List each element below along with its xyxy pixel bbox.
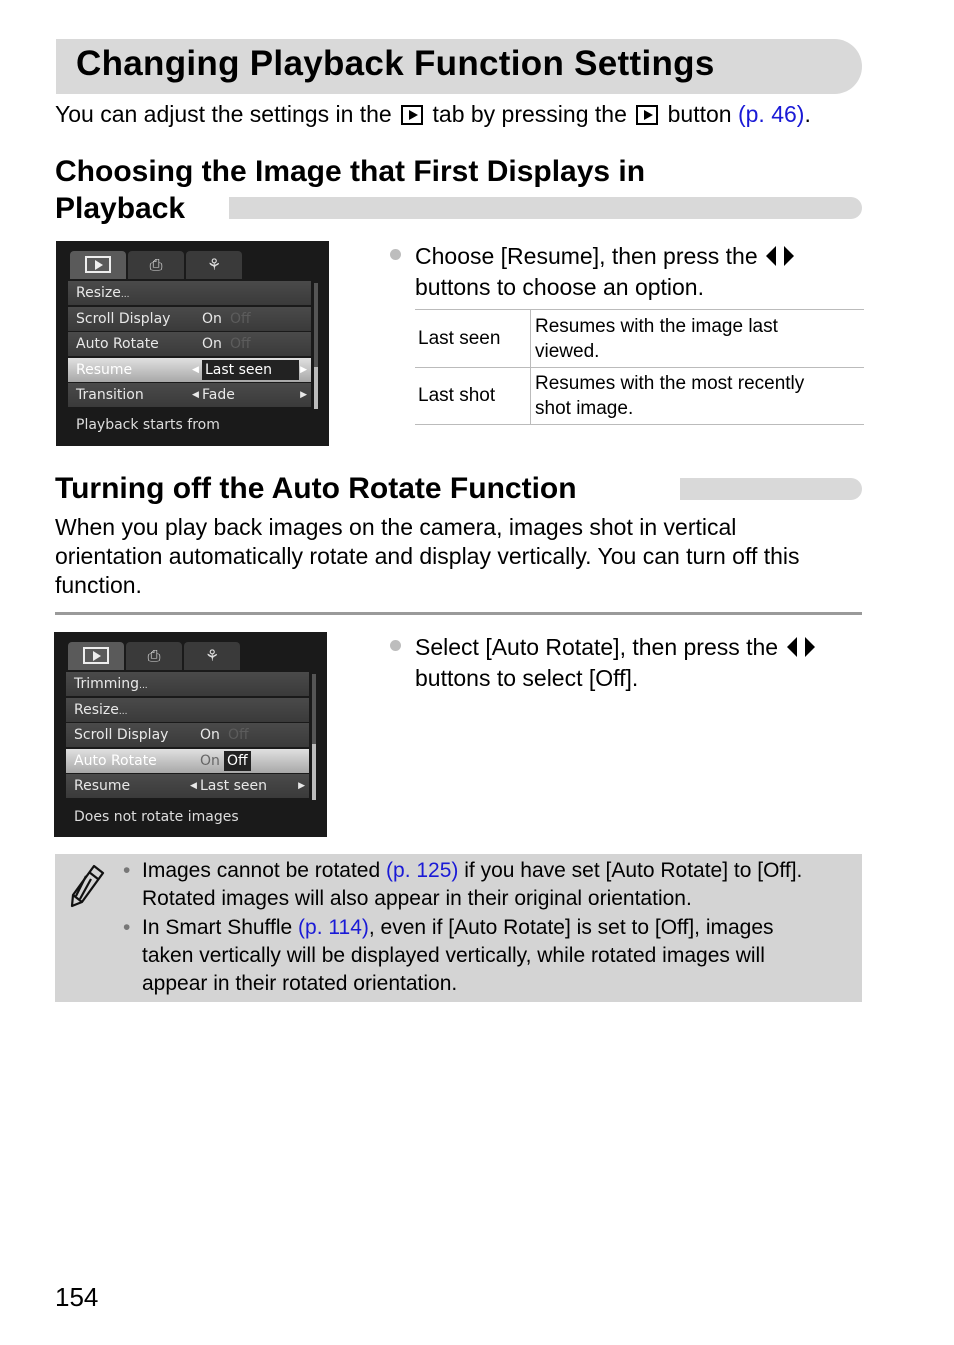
settings-tab-icon: ⚘ — [186, 251, 242, 279]
playback-tab-icon — [70, 251, 126, 279]
left-arrow-icon: ◀ — [192, 364, 199, 375]
camera-menu — [68, 281, 311, 409]
section1-heading-bar — [229, 197, 862, 219]
left-right-buttons-icon — [785, 637, 819, 657]
print-tab-icon: ⎙ — [126, 642, 182, 670]
left-arrow-icon: ◀ — [190, 781, 197, 792]
right-arrow-icon: ▶ — [300, 390, 307, 401]
list-item: • Images cannot be rotated (p. 125) if you have set [Auto Rotate] to [Off]. Rotated images will also appear in their original orientation. — [123, 857, 855, 913]
left-right-buttons-icon — [764, 246, 798, 266]
scrollbar — [312, 674, 316, 800]
menu-row-trimming: Trimming... — [66, 672, 309, 696]
menu-row-resize: Resize... — [68, 281, 311, 305]
section2-instruction: Select [Auto Rotate], then press the buttons to select [Off]. — [415, 632, 819, 694]
option-desc: Resumes with the most recently shot image. — [531, 368, 865, 425]
settings-tab-icon: ⚘ — [184, 642, 240, 670]
options-table — [415, 309, 864, 425]
menu-row-auto-rotate: Auto Rotate On Off — [68, 332, 311, 356]
menu-row-scroll-display: Scroll Display On Off — [68, 307, 311, 331]
camera-footer: Does not rotate images — [74, 809, 239, 825]
camera-menu — [66, 672, 309, 800]
menu-row-transition: Transition ◀ Fade ▶ — [68, 383, 311, 407]
print-tab-icon: ⎙ — [128, 251, 184, 279]
menu-row-resize: Resize... — [66, 698, 309, 722]
option-key: Last shot — [415, 368, 531, 425]
playback-button-icon — [636, 105, 658, 125]
table-row — [415, 368, 864, 425]
playback-tab-icon — [68, 642, 124, 670]
bullet-icon — [390, 640, 401, 651]
page-link-114[interactable]: (p. 114) — [298, 916, 369, 939]
page-link-125[interactable]: (p. 125) — [386, 859, 459, 882]
note-list — [123, 857, 855, 999]
intro-text: You can adjust the settings in the tab by pressing the button (p. 46). — [55, 101, 811, 127]
page-title: Changing Playback Function Settings — [76, 44, 715, 83]
menu-row-resume: Resume ◀ Last seen ▶ — [66, 774, 309, 798]
playback-icon — [401, 105, 423, 125]
page-number: 154 — [55, 1282, 99, 1312]
title-bar — [56, 39, 862, 94]
divider — [55, 612, 862, 615]
option-desc: Resumes with the image last viewed. — [531, 310, 865, 368]
section1-heading-line1: Choosing the Image that First Displays in — [55, 155, 646, 188]
bullet-icon — [390, 249, 401, 260]
section2-paragraph: When you play back images on the camera, images shot in vertical orientation automatically rotate and display vertically. You can turn off this function. — [55, 514, 800, 598]
menu-row-resume: Resume ◀ Last seen ▶ — [68, 358, 311, 382]
camera-screen-resume — [56, 241, 329, 446]
pencil-icon — [67, 862, 107, 910]
note-box — [55, 854, 862, 1002]
section2-heading-bar — [680, 478, 862, 500]
camera-footer: Playback starts from — [76, 417, 220, 433]
menu-row-scroll-display: Scroll Display On Off — [66, 723, 309, 747]
section2-heading: Turning off the Auto Rotate Function — [55, 472, 577, 505]
list-item: • In Smart Shuffle (p. 114), even if [Auto Rotate] is set to [Off], images taken vertically will be displayed vertically, while rotated images will appear in their rotated orientation. — [123, 914, 855, 998]
right-arrow-icon: ▶ — [300, 364, 307, 375]
left-arrow-icon: ◀ — [192, 390, 199, 401]
menu-row-auto-rotate: Auto Rotate On Off — [66, 749, 309, 773]
right-arrow-icon: ▶ — [298, 781, 305, 792]
option-key: Last seen — [415, 310, 531, 368]
section1-instruction: Choose [Resume], then press the buttons to choose an option. — [415, 241, 798, 303]
section1-heading-line2: Playback — [55, 192, 186, 225]
camera-screen-auto-rotate — [54, 632, 327, 837]
scrollbar — [314, 283, 318, 409]
page-link-46[interactable]: (p. 46) — [737, 101, 805, 127]
table-row — [415, 310, 864, 368]
